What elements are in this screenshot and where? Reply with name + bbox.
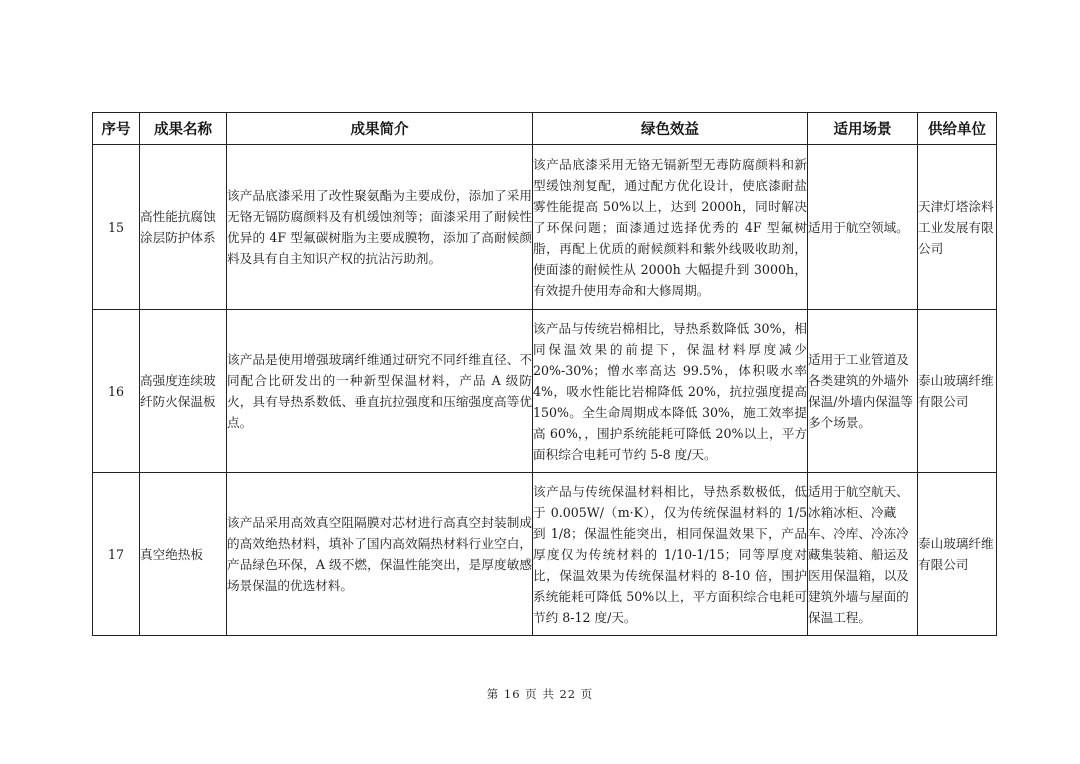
- row-benefit: 该产品与传统保温材料相比，导热系数极低，低于 0.005W/（m·K），仅为传统保温材料的 1/5 到 1/8；保温性能突出，相同保温效果下，产品厚度仅为传统材料的 1/10-1/15；同等厚度对比，保温效果为传统保温材料的 8-10 倍，围护系统能耗可降低 50%以上，平方面积综合电耗可节约 8-12 度/天。: [533, 473, 808, 636]
- row-name: 高强度连续玻纤防火保温板: [140, 310, 227, 473]
- results-table: [92, 112, 997, 636]
- table-header-row: [93, 113, 997, 145]
- table-row: [93, 145, 997, 310]
- header-supplier: 供给单位: [918, 113, 997, 145]
- page-number: 第 16 页 共 22 页: [486, 687, 594, 701]
- row-intro: 该产品底漆采用了改性聚氨酯为主要成份，添加了采用无铬无镉防腐颜料及有机缓蚀剂等；面漆采用了耐候性优异的 4F 型氟碳树脂为主要成膜物，添加了高耐候颜料及具有自主知识产权的抗沾污助剂。: [227, 145, 533, 310]
- header-scene: 适用场景: [808, 113, 918, 145]
- row-supplier: 天津灯塔涂料工业发展有限公司: [918, 145, 997, 310]
- row-benefit: 该产品底漆采用无铬无镉新型无毒防腐颜料和新型缓蚀剂复配，通过配方优化设计，使底漆耐盐雾性能提高 50%以上，达到 2000h，同时解决了环保问题；面漆通过选择优秀的 4F 型氟树脂，再配上优质的耐候颜料和紫外线吸收助剂，使面漆的耐候性从 2000h 大幅提升到 3000h，有效提升使用寿命和大修周期。: [533, 145, 808, 310]
- row-supplier: 泰山玻璃纤维有限公司: [918, 310, 997, 473]
- table-row: [93, 310, 997, 473]
- row-name: 高性能抗腐蚀涂层防护体系: [140, 145, 227, 310]
- row-seq: 16: [93, 310, 140, 473]
- row-seq: 15: [93, 145, 140, 310]
- table-row: [93, 473, 997, 636]
- row-seq: 17: [93, 473, 140, 636]
- header-name: 成果名称: [140, 113, 227, 145]
- row-scene: 适用于航空领域。: [808, 145, 918, 310]
- row-intro: 该产品是使用增强玻璃纤维通过研究不同纤维直径、不同配合比研发出的一种新型保温材料，产品 A 级防火，具有导热系数低、垂直抗拉强度和压缩强度高等优点。: [227, 310, 533, 473]
- row-supplier: 泰山玻璃纤维有限公司: [918, 473, 997, 636]
- row-scene: 适用于航空航天、冰箱冰柜、冷藏车、冷库、冷冻冷藏集装箱、船运及医用保温箱，以及建筑外墙与屋面的保温工程。: [808, 473, 918, 636]
- header-seq: 序号: [93, 113, 140, 145]
- row-benefit: 该产品与传统岩棉相比，导热系数降低 30%，相同保温效果的前提下，保温材料厚度减少 20%-30%；憎水率高达 99.5%，体积吸水率 4%，吸水性能比岩棉降低 20%，抗拉强度提高 150%。全生命周期成本降低 30%，施工效率提高 60%，，围护系统能耗可降低 20%以上，平方面积综合电耗可节约 5-8 度/天。: [533, 310, 808, 473]
- header-benefit: 绿色效益: [533, 113, 808, 145]
- row-intro: 该产品采用高效真空阻隔膜对芯材进行高真空封装制成的高效绝热材料，填补了国内高效隔热材料行业空白，产品绿色环保，A 级不燃，保温性能突出，是厚度敏感场景保温的优选材料。: [227, 473, 533, 636]
- row-name: 真空绝热板: [140, 473, 227, 636]
- header-intro: 成果简介: [227, 113, 533, 145]
- row-scene: 适用于工业管道及各类建筑的外墙外保温/外墙内保温等多个场景。: [808, 310, 918, 473]
- page-footer: [0, 686, 1080, 702]
